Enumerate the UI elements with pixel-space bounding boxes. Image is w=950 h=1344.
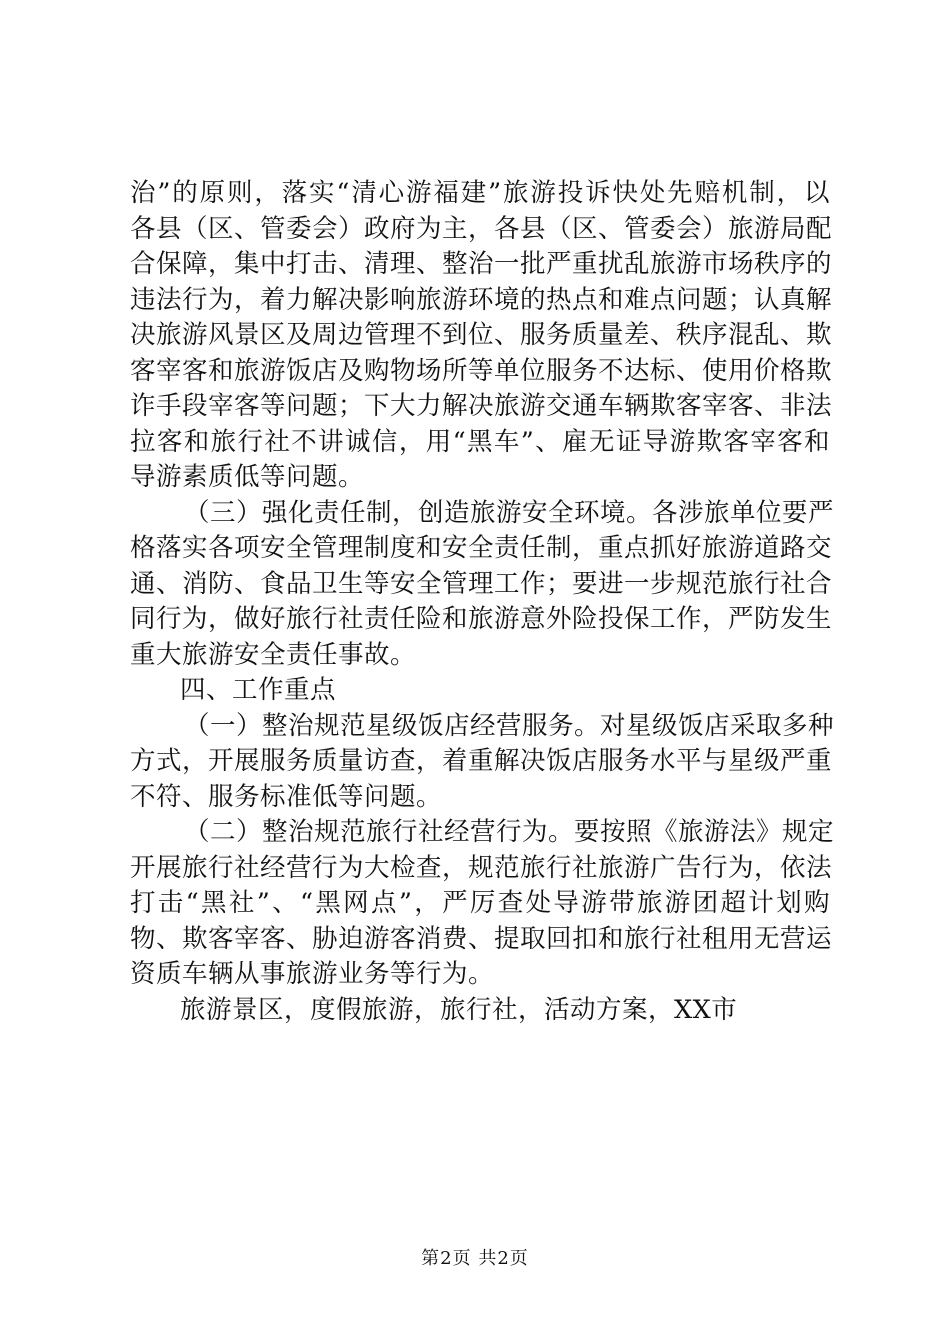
paragraph-line: 方式，开展服务质量访查，着重解决饭店服务水平与星级严重 (130, 746, 833, 776)
paragraph-line: 诈手段宰客等问题；下大力解决旅游交通车辆欺客宰客、非法 (130, 391, 833, 421)
section-four-heading: 四、工作重点 (180, 675, 337, 705)
paragraph-line: 开展旅行社经营行为大检查，规范旅行社旅游广告行为，依法 (130, 852, 833, 883)
paragraph-line: 拉客和旅行社不讲诚信，用“黑车”、雇无证导游欺客宰客和 (130, 426, 830, 457)
paragraph-line: 治”的原则，落实“清心游福建”旅游投诉快处先赔机制，以 (130, 178, 830, 208)
paragraph-line: 物、欺客宰客、胁迫游客消费、提取回扣和旅行社租用无营运 (130, 923, 833, 954)
paragraph-line: 通、消防、食品卫生等安全管理工作；要进一步规范旅行社合 (130, 568, 833, 599)
section-three-heading-line: （三）强化责任制，创造旅游安全环境。各涉旅单位要严 (184, 497, 835, 528)
paragraph-line: 格落实各项安全管理制度和安全责任制，重点抓好旅游道路交 (130, 533, 833, 563)
paragraph-line: 打击“黑社”、“黑网点”，严厉查处导游带旅游团超计划购 (130, 888, 830, 918)
page-number-label: 第2页 共2页 (421, 1248, 529, 1269)
item-two-heading-line: （二）整治规范旅行社经营行为。要按照《旅游法》规定 (184, 817, 835, 847)
keywords-line: 旅游景区，度假旅游，旅行社，活动方案，XX市 (180, 994, 738, 1025)
document-body (130, 176, 835, 1028)
page-footer (0, 1244, 950, 1270)
paragraph-line: 客宰客和旅游饭店及购物场所等单位服务不达标、使用价格欺 (130, 355, 833, 386)
paragraph-line: 导游素质低等问题。 (130, 462, 365, 492)
paragraph-line: 同行为，做好旅行社责任险和旅游意外险投保工作，严防发生 (130, 604, 833, 634)
paragraph-line: 重大旅游安全责任事故。 (130, 639, 417, 670)
item-one-heading-line: （一）整治规范星级饭店经营服务。对星级饭店采取多种 (184, 710, 835, 741)
paragraph-line: 资质车辆从事旅游业务等行为。 (130, 959, 495, 989)
paragraph-line: 决旅游风景区及周边管理不到位、服务质量差、秩序混乱、欺 (130, 320, 833, 350)
paragraph-line: 违法行为，着力解决影响旅游环境的热点和难点问题；认真解 (130, 284, 833, 315)
paragraph-line: 合保障，集中打击、清理、整治一批严重扰乱旅游市场秩序的 (130, 249, 833, 279)
paragraph-line: 各县（区、管委会）政府为主，各县（区、管委会）旅游局配 (130, 213, 833, 244)
paragraph-line: 不符、服务标准低等问题。 (130, 781, 443, 812)
